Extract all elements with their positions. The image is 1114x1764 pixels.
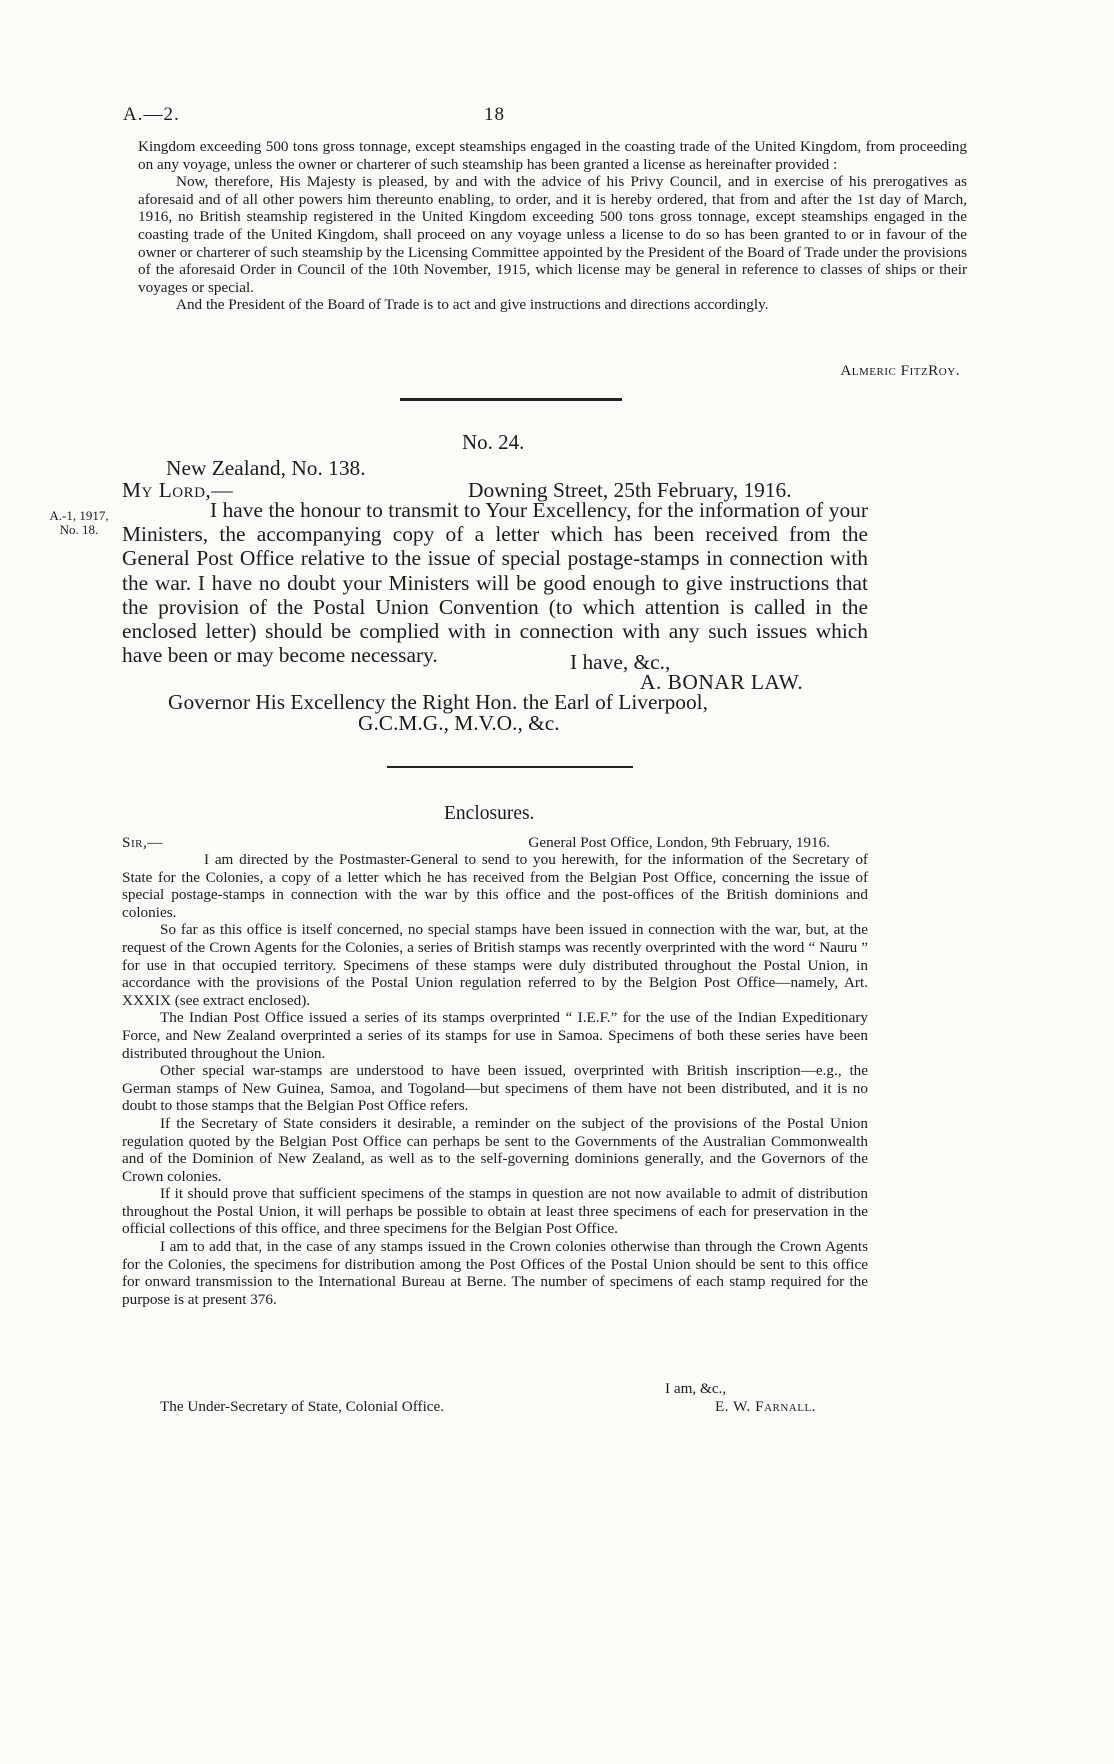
page-number: 18 xyxy=(484,104,505,125)
proclamation-paragraph: Now, therefore, His Majesty is pleased, by and with the advice of his Privy Council, and in exercise of his prerogatives as aforesaid and of all other powers him thereunto enabling, to order, and it is hereby ordered, that from and after the 1st day of March, 1916, no British steamship registered in the United Kingdom exceeding 500 tons gross tonnage, except steamships engaged in the coasting trade of the United Kingdom, shall proceed on any voyage unless a license to do so has been granted to or in favour of the owner or charterer of such steamship by the Licensing Committee appointed by the President of the Board of Trade under the provisions of the aforesaid Order in Council of the 10th November, 1915, which license may be general in reference to classes of ships or their voyages or special. xyxy=(138,173,967,296)
margin-note-line: A.-1, 1917, xyxy=(49,508,109,523)
letter-paragraph: Other special war-stamps are understood to have been issued, overprinted with British inscription—e.g., the German stamps of New Guinea, Samoa, and Togoland—but specimens of them have not been distributed, and it is no doubt to those stamps that the Belgian Post Office refers. xyxy=(122,1062,868,1115)
dispatch-signature: A. BONAR LAW. xyxy=(640,670,804,694)
enclosure-letter xyxy=(122,851,868,1308)
proclamation-signature: Almeric FitzRoy. xyxy=(840,362,960,379)
section-divider xyxy=(387,766,633,768)
section-divider xyxy=(400,398,622,401)
proclamation-paragraph: Kingdom exceeding 500 tons gross tonnage, except steamships engaged in the coasting trade of the United Kingdom, from proceeding on any voyage, unless the owner or charterer of such steamship has been granted a license as hereinafter provided : xyxy=(138,138,967,173)
dispatch-salutation: My Lord,— xyxy=(122,478,234,502)
margin-note xyxy=(40,509,118,537)
margin-note-line: No. 18. xyxy=(59,522,99,537)
running-head: A.—2. xyxy=(123,104,180,125)
letter-paragraph: I am directed by the Postmaster-General to send to you herewith, for the information of the Secretary of State for the Colonies, a copy of a letter which he has received from the Belgian Post Office, concerning the issue of special postage-stamps in connection with the war by this office and the post-offices of the British dominions and colonies. xyxy=(122,851,868,921)
letter-paragraph: I am to add that, in the case of any stamps issued in the Crown colonies otherwise than through the Crown Agents for the Colonies, the specimens for distribution among the Post Offices of the Postal Union should be sent to this office for onward transmission to the International Bureau at Berne. The number of specimens of each stamp required for the purpose is at present 376. xyxy=(122,1238,868,1308)
letter-paragraph: If the Secretary of State considers it desirable, a reminder on the subject of the provisions of the Postal Union regulation quoted by the Belgian Post Office can perhaps be sent to the Governments of the Australian Commonwealth and of the Dominion of New Zealand, as well as to the self-governing dominions generally, and the Governors of the Crown colonies. xyxy=(122,1114,868,1185)
proclamation-section xyxy=(138,138,967,314)
enclosure-place-date: General Post Office, London, 9th February, 1916. xyxy=(528,834,830,851)
dispatch-place-date: Downing Street, 25th February, 1916. xyxy=(468,478,792,502)
enclosure-addressee: The Under-Secretary of State, Colonial Office. xyxy=(160,1398,445,1415)
letter-paragraph: The Indian Post Office issued a series of its stamps overprinted “ I.E.F.” for the use of the Indian Expeditionary Force, and New Zealand overprinted a series of its stamps for use in Samoa. Specimens of both these series have been distributed throughout the Union. xyxy=(122,1009,868,1062)
dispatch-addressee: Governor His Excellency the Right Hon. the Earl of Liverpool, xyxy=(168,690,708,714)
dispatch-reference: New Zealand, No. 138. xyxy=(166,456,366,480)
dispatch-body: I have the honour to transmit to Your Excellency, for the information of your Ministers, the accompanying copy of a letter which has been received from the General Post Office relative to the issue of special postage-stamps in connection with the war. I have no doubt your Ministers will be good enough to give instructions that the provision of the Postal Union Convention (to which attention is called in the enclosed letter) should be complied with in connection with any such issues which have been or may become necessary. xyxy=(122,498,868,668)
enclosures-title: Enclosures. xyxy=(444,803,535,824)
letter-paragraph: If it should prove that sufficient specimens of the stamps in question are not now available to admit of distribution throughout the Postal Union, it will perhaps be possible to obtain at least three specimens of each for preservation in the official collections of this office, and three specimens for the Belgian Post Office. xyxy=(122,1185,868,1238)
enclosure-closing: I am, &c., xyxy=(665,1380,727,1397)
enclosure-signature: E. W. Farnall. xyxy=(715,1398,816,1415)
dispatch-addressee-honours: G.C.M.G., M.V.O., &c. xyxy=(358,711,560,735)
enclosure-salutation: Sir,— xyxy=(122,834,163,851)
proclamation-paragraph: And the President of the Board of Trade is to act and give instructions and directions accordingly. xyxy=(176,296,769,314)
dispatch-number: No. 24. xyxy=(462,430,525,454)
letter-paragraph: So far as this office is itself concerned, no special stamps have been issued in connection with the war, but, at the request of the Crown Agents for the Colonies, a series of British stamps was recently overprinted with the word “ Nauru ” for use in that occupied territory. Specimens of these stamps were duly distributed throughout the Postal Union, in accordance with the provisions of the Postal Union regulation referred to by the Belgion Post Office—namely, Art. XXXIX (see extract enclosed). xyxy=(122,921,868,1009)
dispatch-closing: I have, &c., xyxy=(570,650,671,674)
